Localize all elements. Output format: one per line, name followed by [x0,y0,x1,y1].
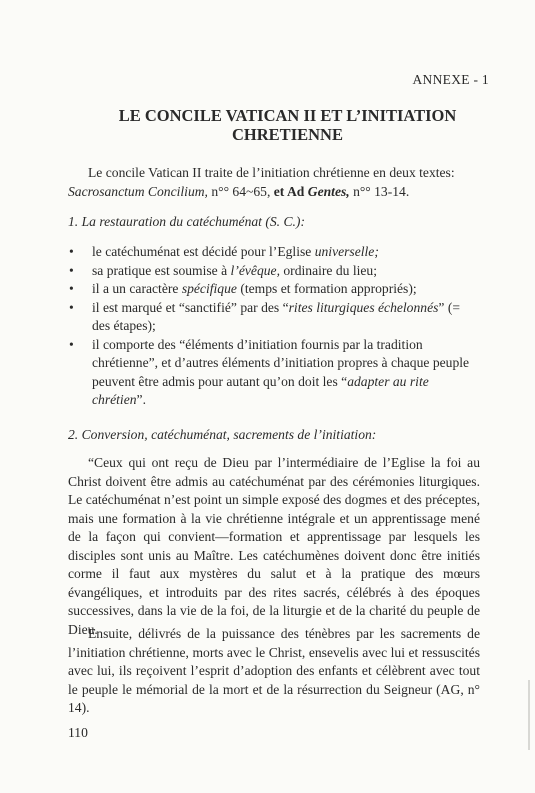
intro-text: Le concile Vatican II traite de l’initiation chrétienne en deux textes: [88,165,455,180]
intro-et-ad: et Ad [273,183,308,199]
intro-gentes: Gentes, [307,183,350,199]
quote-paragraph: “Ceux qui ont reçu de Dieu par l’intermédiaire de l’Eglise la foi au Christ doivent être admis au catéchuménat par des cérémonies liturgiques. Le catéchuménat n’est point un simple exposé des dogmes et des préceptes, mais une formation à la vie chrétienne intégrale et un apprentissage mené de la façon qui convient—formation et apprentissage par lesquels les disciples sont unis au Maître. Les catéchumènes doivent donc être initiés corme il faut aux mystères du salut et à la pratique des mœurs évangéliques, et introduits par des rites sacrés, célébrés à des époques successives, dans la vie de la foi, de la liturgie et de la charité du peuple de Dieu. [68,455,480,637]
page-title [60,106,515,144]
page-number: 110 [68,725,88,740]
list-item: • il est marqué et “sanctifié” par des “rites liturgiques échelonnés” (= des étapes); [68,299,480,336]
list-item: • il a un caractère spécifique (temps et formation appropriés); [68,280,480,299]
title-line-2: CHRETIENNE [232,125,343,144]
bullet-list [68,243,480,410]
intro-sacrosanctum: Sacrosanctum Concilium, [68,183,208,199]
intro-ref-2: n°° 13-14. [349,183,410,199]
list-item: • sa pratique est soumise à l’évêque, ordinaire du lieu; [68,262,480,281]
section-heading-1: 1. La restauration du catéchuménat (S. C.): [68,214,305,229]
intro-ref-1: n°° 64~65, [207,183,274,199]
section-heading-2: 2. Conversion, catéchuménat, sacrements de l’initiation: [68,427,377,442]
running-header: ANNEXE - 1 [412,72,489,87]
list-item: • le catéchuménat est décidé pour l’Eglise universelle; [68,243,480,262]
body-paragraph: Ensuite, délivrés de la puissance des ténèbres par les sacrements de l’initiation chrétienne, morts avec le Christ, ensevelis avec lui et ressuscités avec lui, ils reçoivent l’esprit d’adoption des enfants et célèbrent avec tout le peuple le mémorial de la mort et de la résurrection du Seigneur (AG, n° 14). [68,626,480,715]
page-edge-divider [528,680,530,750]
title-line-1: LE CONCILE VATICAN II ET L’INITIATION [118,106,457,125]
intro-paragraph [68,164,480,201]
list-item: • il comporte des “éléments d’initiation fournis par la tradition chrétienne”, et d’autres éléments d’initiation propres à chaque peuple peuvent être admis pour autant qu’on doit les “adapter au rite chrétien”. [68,336,480,410]
